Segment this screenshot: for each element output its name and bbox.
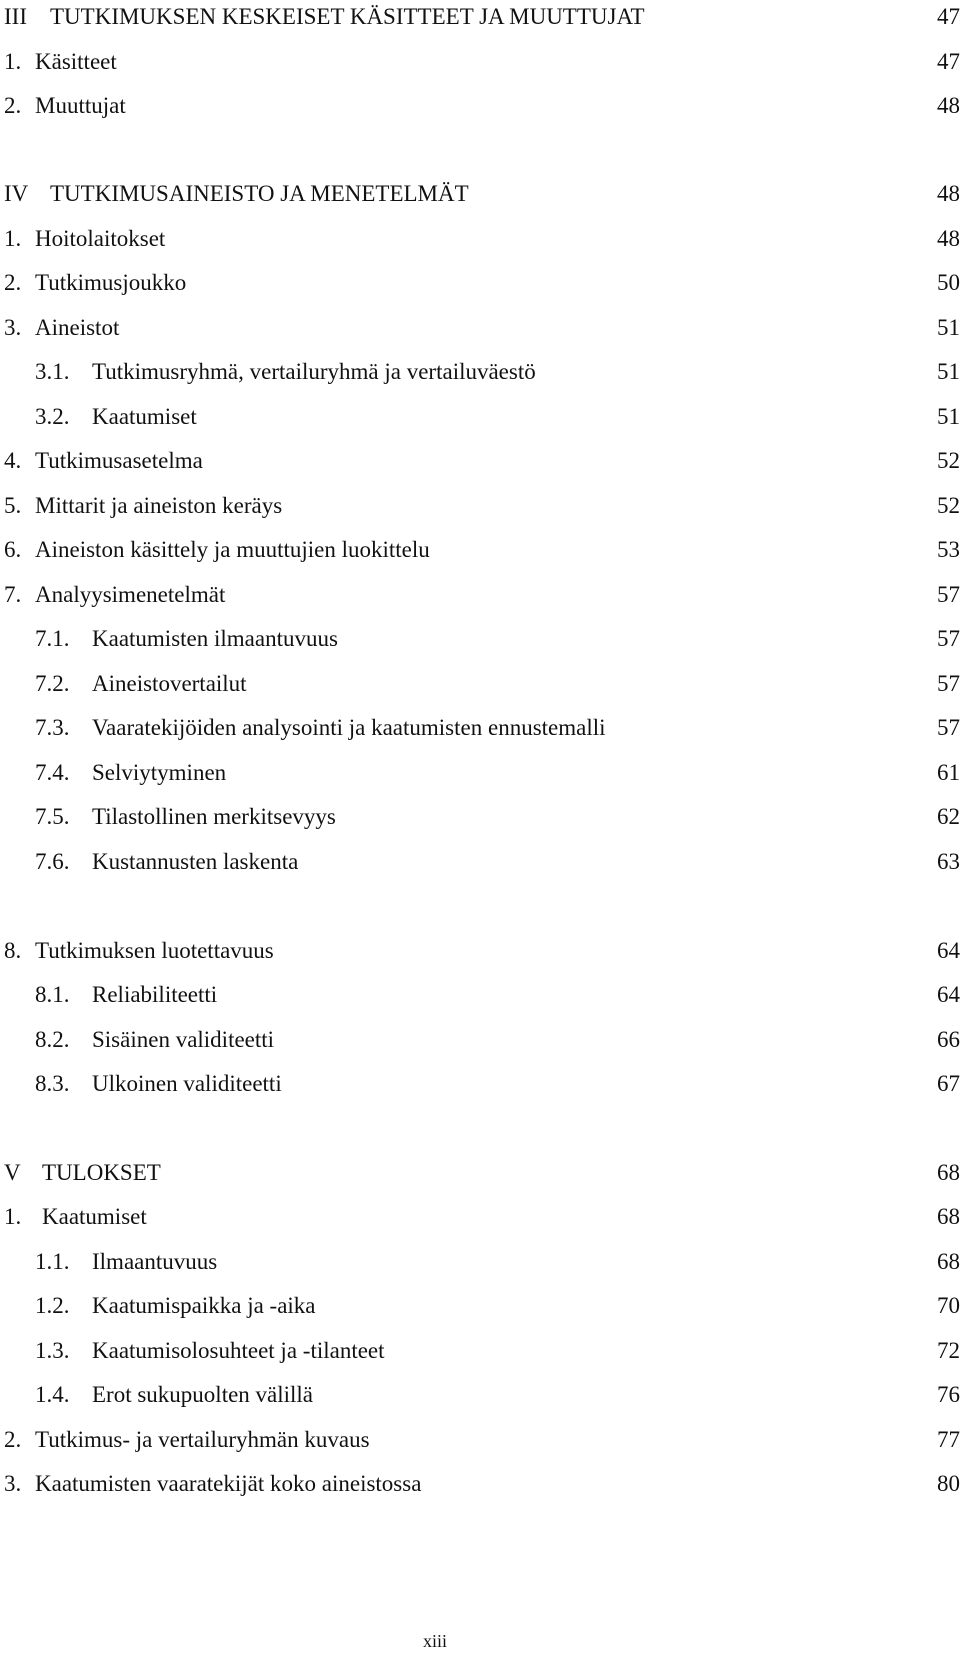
toc-title: Aineistovertailut — [92, 671, 247, 696]
toc-entry — [0, 400, 960, 434]
toc-page: 80 — [937, 1471, 960, 1496]
toc-title: Tutkimus- ja vertailuryhmän kuvaus — [35, 1427, 370, 1452]
toc-number: 1.4. — [35, 1382, 70, 1407]
toc-title: Vaaratekijöiden analysointi ja kaatumisten ennustemalli — [92, 715, 606, 740]
toc-entry — [0, 266, 960, 300]
toc-number: 7.2. — [35, 671, 70, 696]
toc-entry — [0, 1289, 960, 1323]
toc-number: 7.6. — [35, 849, 70, 874]
toc-page: 67 — [937, 1071, 960, 1096]
toc-title: Muuttujat — [35, 93, 126, 118]
toc-title: Ulkoinen validiteetti — [92, 1071, 282, 1096]
toc-entry — [0, 756, 960, 790]
toc-page: 57 — [937, 626, 960, 651]
toc-entry — [0, 711, 960, 745]
toc-page: 66 — [937, 1027, 960, 1052]
toc-entry — [0, 1334, 960, 1368]
toc-entry — [0, 934, 960, 968]
toc-page: 48 — [937, 181, 960, 206]
toc-entry — [0, 1067, 960, 1101]
toc-entry — [0, 667, 960, 701]
toc-page: 48 — [937, 93, 960, 118]
toc-number: 1.1. — [35, 1249, 70, 1274]
toc-entry — [0, 89, 960, 123]
toc-number: 6. — [4, 537, 22, 562]
page-number: xiii — [422, 1631, 447, 1651]
toc-entry — [0, 177, 960, 211]
toc-title: Tutkimusasetelma — [35, 448, 203, 473]
toc-title: TUTKIMUKSEN KESKEISET KÄSITTEET JA MUUTTUJAT — [50, 4, 645, 29]
toc-title: TUTKIMUSAINEISTO JA MENETELMÄT — [50, 181, 469, 206]
toc-page: 77 — [937, 1427, 960, 1452]
toc-number: 7.3. — [35, 715, 70, 740]
toc-entry — [0, 1378, 960, 1412]
toc-entry — [0, 622, 960, 656]
toc-number: 1.3. — [35, 1338, 70, 1363]
toc-number: 3. — [4, 315, 22, 340]
toc-entry — [0, 355, 960, 389]
toc-page: 64 — [937, 938, 960, 963]
toc-title: Tilastollinen merkitsevyys — [92, 804, 336, 829]
toc-number: 7. — [4, 582, 22, 607]
toc-number: 3.2. — [35, 404, 70, 429]
toc-number: 8.3. — [35, 1071, 70, 1096]
toc-number: III — [4, 4, 27, 29]
toc-page: 68 — [937, 1204, 960, 1229]
toc-number: 4. — [4, 448, 22, 473]
toc-title: Erot sukupuolten välillä — [92, 1382, 314, 1407]
toc-entry — [0, 533, 960, 567]
toc-page: 53 — [937, 537, 960, 562]
toc-number: 8.2. — [35, 1027, 70, 1052]
toc-page: 76 — [937, 1382, 960, 1407]
toc-entry — [0, 800, 960, 834]
toc-page: 64 — [937, 982, 960, 1007]
toc-title: Selviytyminen — [92, 760, 227, 785]
toc-title: Analyysimenetelmät — [35, 582, 226, 607]
toc-entry — [0, 1423, 960, 1457]
toc-page: 62 — [937, 804, 960, 829]
toc-entry — [0, 0, 960, 34]
toc-entry — [0, 978, 960, 1012]
toc-number: 2. — [4, 270, 22, 295]
toc-entry — [0, 1245, 960, 1279]
toc-page: 47 — [937, 4, 960, 29]
toc-page: 70 — [937, 1293, 960, 1318]
toc-page: 51 — [937, 404, 960, 429]
toc-title: Kaatumisolosuhteet ja -tilanteet — [92, 1338, 385, 1363]
toc-title: Kaatumispaikka ja -aika — [92, 1293, 316, 1318]
toc-page: 47 — [937, 49, 960, 74]
toc-title: Mittarit ja aineiston keräys — [35, 493, 283, 518]
toc-title: Ilmaantuvuus — [92, 1249, 218, 1274]
toc-entry — [0, 1467, 960, 1501]
toc-title: Reliabiliteetti — [92, 982, 218, 1007]
toc-number: 1. — [4, 49, 22, 74]
toc-entry — [0, 222, 960, 256]
toc-number: 2. — [4, 1427, 22, 1452]
toc-title: Tutkimusjoukko — [35, 270, 187, 295]
toc-number: IV — [4, 181, 29, 206]
toc-title: Aineistot — [35, 315, 120, 340]
toc-title: Kaatumiset — [92, 404, 197, 429]
toc-page: 72 — [937, 1338, 960, 1363]
toc-page: 51 — [937, 359, 960, 384]
toc-title: Käsitteet — [35, 49, 117, 74]
toc-page: 61 — [937, 760, 960, 785]
toc-number: 3.1. — [35, 359, 70, 384]
toc-title: Aineiston käsittely ja muuttujien luokittelu — [35, 537, 430, 562]
toc-title: Tutkimuksen luotettavuus — [35, 938, 274, 963]
toc-entry — [0, 1200, 960, 1234]
toc-number: 1.2. — [35, 1293, 70, 1318]
toc-page: 52 — [937, 448, 960, 473]
toc-page: 57 — [937, 715, 960, 740]
toc-title: Kustannusten laskenta — [92, 849, 299, 874]
toc-page: 51 — [937, 315, 960, 340]
toc-number: 8. — [4, 938, 22, 963]
toc-entry — [0, 1156, 960, 1190]
toc-title: Tutkimusryhmä, vertailuryhmä ja vertailuväestö — [92, 359, 536, 384]
toc-entry — [0, 311, 960, 345]
toc-number: 1. — [4, 1204, 22, 1229]
toc-number: 8.1. — [35, 982, 70, 1007]
toc-entry — [0, 45, 960, 79]
toc-title: Kaatumisten ilmaantuvuus — [92, 626, 338, 651]
toc-title: TULOKSET — [42, 1160, 161, 1185]
toc-number: 2. — [4, 93, 22, 118]
toc-page: 57 — [937, 582, 960, 607]
toc-number: 3. — [4, 1471, 22, 1496]
toc-page: 63 — [937, 849, 960, 874]
toc-entry — [0, 845, 960, 879]
toc-title: Hoitolaitokset — [35, 226, 166, 251]
toc-number: 5. — [4, 493, 22, 518]
toc-page: 50 — [937, 270, 960, 295]
toc-page: 52 — [937, 493, 960, 518]
toc-title: Kaatumiset — [42, 1204, 147, 1229]
toc-title: Kaatumisten vaaratekijät koko aineistossa — [35, 1471, 422, 1496]
toc-number: 7.5. — [35, 804, 70, 829]
toc-number: 7.1. — [35, 626, 70, 651]
toc-page: 57 — [937, 671, 960, 696]
toc-page: 68 — [937, 1160, 960, 1185]
toc-entry — [0, 1023, 960, 1057]
toc-number: V — [4, 1160, 21, 1185]
toc-title: Sisäinen validiteetti — [92, 1027, 275, 1052]
toc-number: 1. — [4, 226, 22, 251]
toc-page: 68 — [937, 1249, 960, 1274]
toc-entry — [0, 444, 960, 478]
toc-entry — [0, 489, 960, 523]
toc-page: 48 — [937, 226, 960, 251]
toc-number: 7.4. — [35, 760, 70, 785]
toc-entry — [0, 578, 960, 612]
